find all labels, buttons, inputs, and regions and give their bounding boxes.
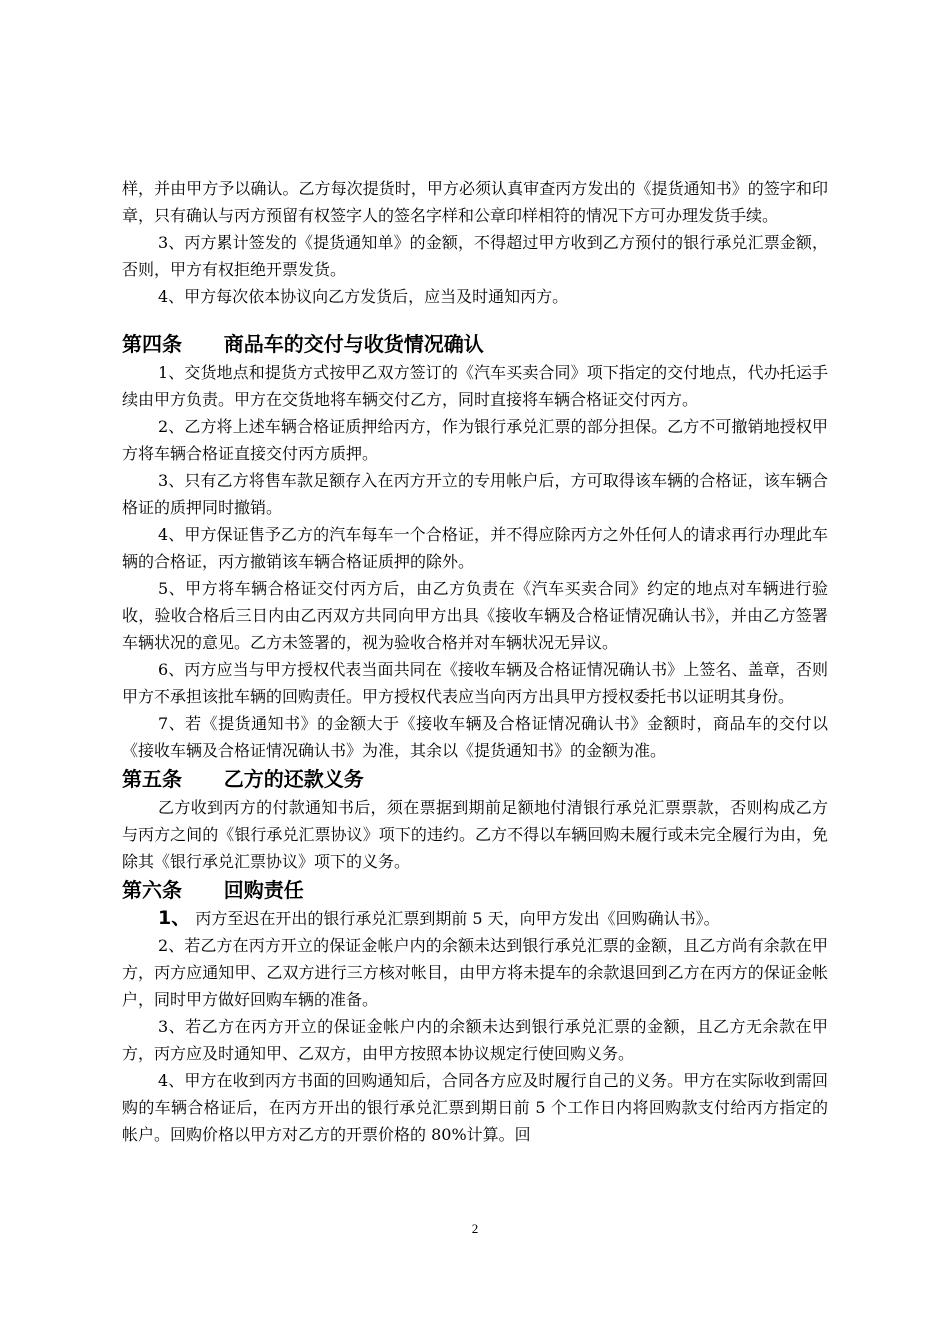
paragraph: 3、若乙方在丙方开立的保证金帐户内的余额未达到银行承兑汇票的金额，且乙方无余款在甲方，丙方应及时通知甲、乙双方，由甲方按照本协议规定行使回购义务。 [122,1017,828,1063]
page-number: 2 [471,1221,479,1236]
paragraph [122,905,828,932]
paragraph: 2、若乙方在丙方开立的保证金帐户内的余额未达到银行承兑汇票的金额，且乙方尚有余款在甲方，丙方应通知甲、乙双方进行三方核对帐目，由甲方将未提车的余款退回到乙方在丙方的保证金帐户，同时甲方做好回购车辆的准备。 [122,936,828,1009]
paragraph: 4、甲方保证售予乙方的汽车每车一个合格证，并不得应除丙方之外任何人的请求再行办理此车辆的合格证，丙方撤销该车辆合格证质押的除外。 [122,525,828,571]
paragraph: 1、交货地点和提货方式按甲乙双方签订的《汽车买卖合同》项下指定的交付地点，代办托运手续由甲方负责。甲方在交货地将车辆交付乙方，同时直接将车辆合格证交付丙方。 [122,363,828,409]
paragraph: 4、甲方每次依本协议向乙方发货后，应当及时通知丙方。 [158,287,569,306]
article-heading-4: 第四条 商品车的交付与收货情况确认 [122,332,484,356]
paragraph: 3、只有乙方将售车款足额存入在丙方开立的专用帐户后，方可取得该车辆的合格证，该车辆合格证的质押同时撤销。 [122,471,828,517]
paragraph: 5、甲方将车辆合格证交付丙方后，由乙方负责在《汽车买卖合同》约定的地点对车辆进行验收，验收合格后三日内由乙丙双方共同向甲方出具《接收车辆及合格证情况确认书》，并由乙方签署车辆状况的意见。乙方未签署的，视为验收合格并对车辆状况无异议。 [122,579,828,652]
paragraph: 3、丙方累计签发的《提货通知单》的金额，不得超过甲方收到乙方预付的银行承兑汇票金额，否则，甲方有权拒绝开票发货。 [122,233,828,279]
item-number: 1、 [158,907,191,929]
item-text: 丙方至迟在开出的银行承兑汇票到期前 5 天，向甲方发出《回购确认书》。 [190,909,720,928]
article-heading-5: 第五条 乙方的还款义务 [122,767,364,791]
paragraph: 2、乙方将上述车辆合格证质押给丙方，作为银行承兑汇票的部分担保。乙方不可撤销地授权甲方将车辆合格证直接交付丙方质押。 [122,417,828,463]
paragraph: 4、甲方在收到丙方书面的回购通知后，合同各方应及时履行自己的义务。甲方在实际收到需回购的车辆合格证后，在丙方开出的银行承兑汇票到期日前 5 个工作日内将回购款支付给丙方指定的帐户。回购价格以甲方对乙方的开票价格的 80%计算。回 [122,1071,828,1144]
paragraph: 样，并由甲方予以确认。乙方每次提货时，甲方必须认真审查丙方发出的《提货通知书》的签字和印章，只有确认与丙方预留有权签字人的签名字样和公章印样相符的情况下方可办理发货手续。 [122,179,828,225]
paragraph: 乙方收到丙方的付款通知书后，须在票据到期前足额地付清银行承兑汇票票款，否则构成乙方与丙方之间的《银行承兑汇票协议》项下的违约。乙方不得以车辆回购未履行或未完全履行为由，免除其《银行承兑汇票协议》项下的义务。 [122,798,828,871]
document-body [122,175,828,1148]
article-heading-6: 第六条 回购责任 [122,878,304,902]
paragraph: 6、丙方应当与甲方授权代表当面共同在《接收车辆及合格证情况确认书》上签名、盖章，否则甲方不承担该批车辆的回购责任。甲方授权代表应当向丙方出具甲方授权委托书以证明其身份。 [122,660,828,706]
paragraph: 7、若《提货通知书》的金额大于《接收车辆及合格证情况确认书》金额时，商品车的交付以《接收车辆及合格证情况确认书》为准，其余以《提货通知书》的金额为准。 [122,714,828,760]
